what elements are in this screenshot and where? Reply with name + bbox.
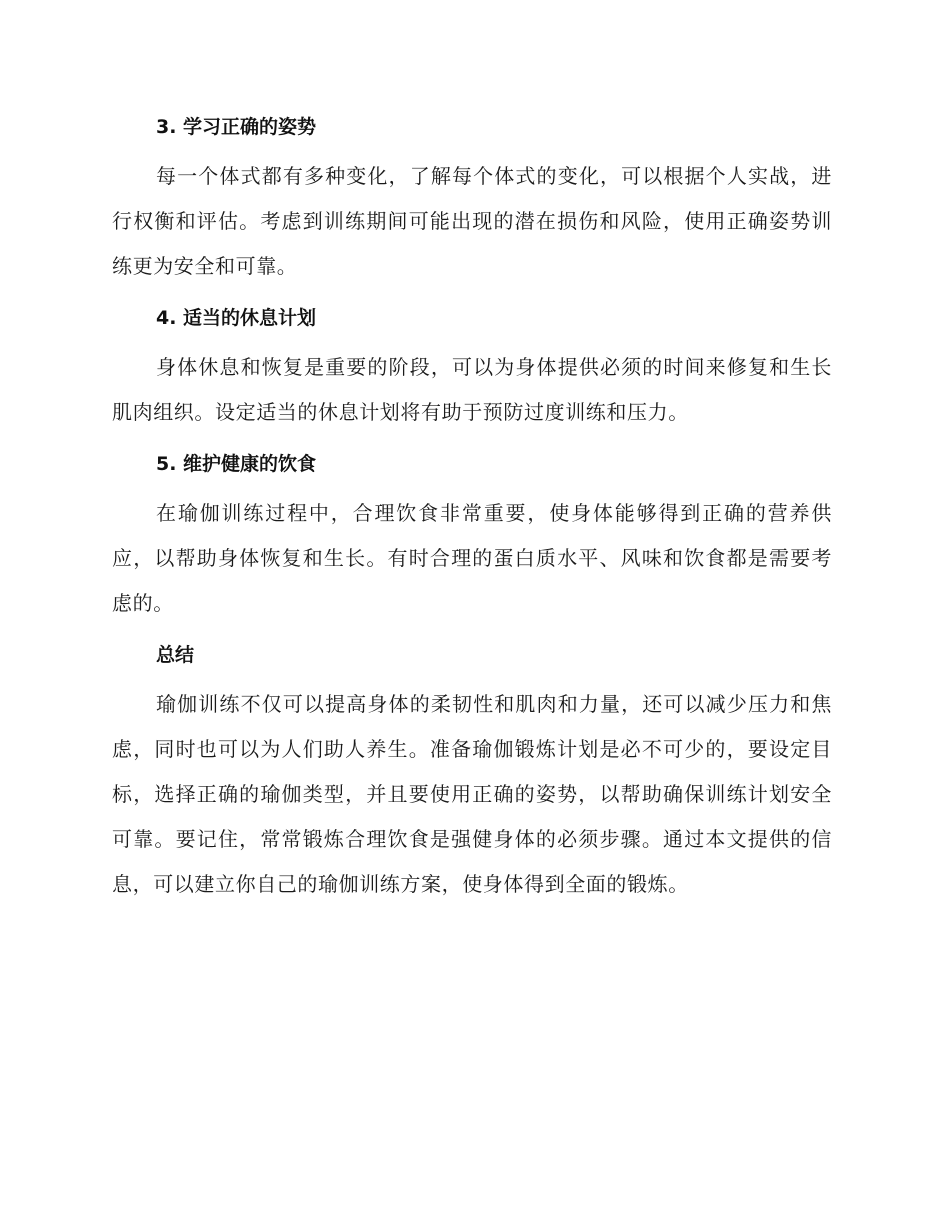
section-paragraph: 在瑜伽训练过程中，合理饮食非常重要，使身体能够得到正确的营养供应，以帮助身体恢复和生长。有时合理的蛋白质水平、风味和饮食都是需要考虑的。 [112, 501, 832, 615]
section-summary [112, 636, 832, 907]
section-heading: 总结 [156, 644, 195, 666]
section-paragraph: 身体休息和恢复是重要的阶段，可以为身体提供必须的时间来修复和生长肌肉组织。设定适当的休息计划将有助于预防过度训练和压力。 [112, 355, 832, 424]
section-diet [112, 445, 832, 626]
section-paragraph: 瑜伽训练不仅可以提高身体的柔韧性和肌肉和力量，还可以减少压力和焦虑，同时也可以为人们助人养生。准备瑜伽锻炼计划是必不可少的，要设定目标，选择正确的瑜伽类型，并且要使用正确的姿势，以帮助确保训练计划安全可靠。要记住，常常锻炼合理饮食是强健身体的必须步骤。通过本文提供的信息，可以建立你自己的瑜伽训练方案，使身体得到全面的锻炼。 [112, 692, 832, 896]
section-posture [112, 108, 832, 289]
section-heading: 3. 学习正确的姿势 [156, 116, 317, 138]
section-rest-plan [112, 299, 832, 435]
section-paragraph: 每一个体式都有多种变化，了解每个体式的变化，可以根据个人实战，进行权衡和评估。考虑到训练期间可能出现的潜在损伤和风险，使用正确姿势训练更为安全和可靠。 [112, 164, 832, 278]
document-body [112, 108, 832, 917]
section-heading: 5. 维护健康的饮食 [156, 453, 317, 475]
section-heading: 4. 适当的休息计划 [156, 307, 317, 329]
